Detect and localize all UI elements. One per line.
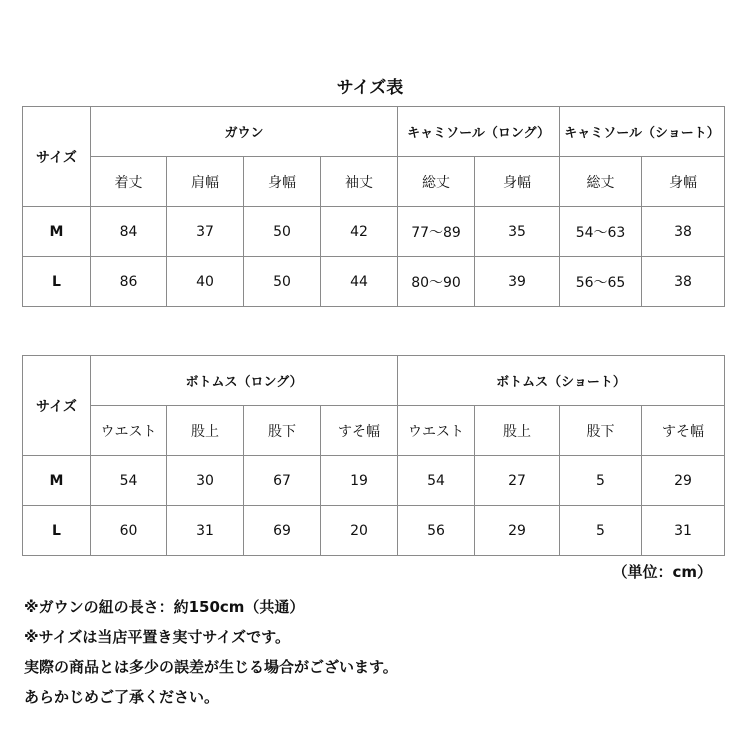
- table-cell: 31: [642, 506, 725, 556]
- table-cell: 50: [244, 207, 321, 257]
- table-cell: 80〜90: [398, 257, 475, 307]
- column-header: 着丈: [91, 157, 167, 207]
- column-header: すそ幅: [321, 406, 398, 456]
- notes: [24, 592, 398, 712]
- table-cell: 20: [321, 506, 398, 556]
- size-table-bottoms: [22, 355, 725, 556]
- table-cell: 42: [321, 207, 398, 257]
- group-header-gown: ガウン: [91, 107, 398, 157]
- table-cell: 37: [167, 207, 244, 257]
- table-cell: 67: [244, 456, 321, 506]
- column-header: 股下: [560, 406, 642, 456]
- group-header-camisole-short: キャミソール（ショート）: [560, 107, 725, 157]
- table-cell: 60: [91, 506, 167, 556]
- column-header: 身幅: [642, 157, 725, 207]
- table-cell: 5: [560, 456, 642, 506]
- table-cell: 44: [321, 257, 398, 307]
- table-cell: 5: [560, 506, 642, 556]
- column-header: 肩幅: [167, 157, 244, 207]
- table-cell: 29: [475, 506, 560, 556]
- size-cell: M: [23, 207, 91, 257]
- group-header-bottoms-long: ボトムス（ロング）: [91, 356, 398, 406]
- size-header-cell: サイズ: [23, 356, 91, 456]
- table-cell: 31: [167, 506, 244, 556]
- note-line: あらかじめご了承ください。: [24, 688, 220, 706]
- table-cell: 38: [642, 207, 725, 257]
- table-cell: 84: [91, 207, 167, 257]
- table-cell: 50: [244, 257, 321, 307]
- unit-label: （単位：cm）: [612, 563, 712, 581]
- group-header-camisole-long: キャミソール（ロング）: [398, 107, 560, 157]
- table-cell: 56〜65: [560, 257, 642, 307]
- table-cell: 30: [167, 456, 244, 506]
- table-cell: 54: [91, 456, 167, 506]
- column-header: 身幅: [244, 157, 321, 207]
- table-cell: 56: [398, 506, 475, 556]
- table-row: [23, 207, 725, 257]
- table-cell: 54〜63: [560, 207, 642, 257]
- size-cell: L: [23, 257, 91, 307]
- table-cell: 38: [642, 257, 725, 307]
- column-header: 総丈: [398, 157, 475, 207]
- table-cell: 40: [167, 257, 244, 307]
- table-cell: 19: [321, 456, 398, 506]
- page-title: サイズ表: [336, 78, 404, 98]
- note-line: 実際の商品とは多少の誤差が生じる場合がございます。: [24, 658, 398, 676]
- table-cell: 54: [398, 456, 475, 506]
- size-header-cell: サイズ: [23, 107, 91, 207]
- table-cell: 27: [475, 456, 560, 506]
- note-line: ※ガウンの紐の長さ：約150cm（共通）: [24, 598, 305, 616]
- table-cell: 29: [642, 456, 725, 506]
- table-row: [23, 257, 725, 307]
- table-subheader-row: [23, 406, 725, 456]
- column-header: 身幅: [475, 157, 560, 207]
- column-header: すそ幅: [642, 406, 725, 456]
- table-cell: 39: [475, 257, 560, 307]
- column-header: ウエスト: [398, 406, 475, 456]
- column-header: 股下: [244, 406, 321, 456]
- column-header: 総丈: [560, 157, 642, 207]
- table-cell: 69: [244, 506, 321, 556]
- size-table-tops: [22, 106, 725, 307]
- table-header-row: [23, 107, 725, 157]
- column-header: 股上: [475, 406, 560, 456]
- table-row: [23, 456, 725, 506]
- table-subheader-row: [23, 157, 725, 207]
- note-line: ※サイズは当店平置き実寸サイズです。: [24, 628, 290, 646]
- size-cell: L: [23, 506, 91, 556]
- group-header-bottoms-short: ボトムス（ショート）: [398, 356, 725, 406]
- table-cell: 77〜89: [398, 207, 475, 257]
- table-row: [23, 506, 725, 556]
- column-header: ウエスト: [91, 406, 167, 456]
- size-cell: M: [23, 456, 91, 506]
- column-header: 股上: [167, 406, 244, 456]
- table-cell: 86: [91, 257, 167, 307]
- table-cell: 35: [475, 207, 560, 257]
- table-header-row: [23, 356, 725, 406]
- column-header: 袖丈: [321, 157, 398, 207]
